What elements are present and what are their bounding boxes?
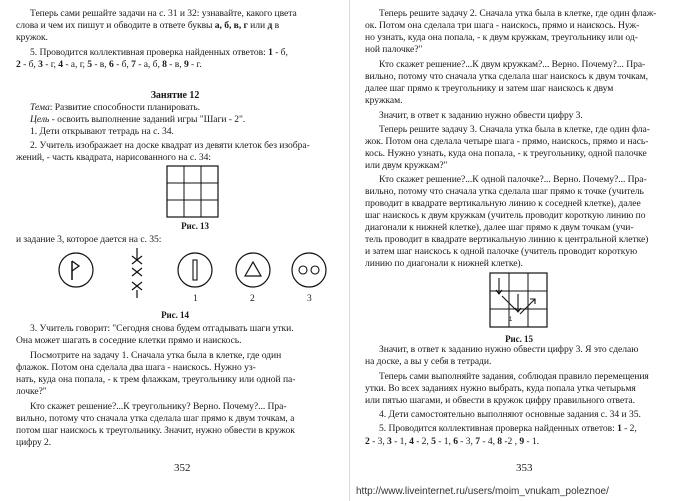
figure-15-caption: Рис. 15: [505, 334, 533, 344]
text-line: нать, куда она попала, - к трем флажкам, треугольнику или одной па-: [16, 374, 296, 385]
text-fragment: слова и чем их пишут и обводите в ответе буквы: [16, 20, 215, 31]
text-line: шаг наискось к двум кружкам (учитель проводит короткую линию по: [365, 210, 646, 221]
text-line: тель проводит в квадрате вертикальную линию к центральной клетке): [365, 234, 649, 245]
text-line: Кто скажет решение?...К одной палочке?... Верно. Почему?... Пра-: [379, 174, 647, 185]
page-number: 353: [516, 462, 533, 474]
answer: 9: [519, 436, 525, 447]
text-line: Кто скажет решение?...К треугольнику? Верно. Почему?... Пра-: [30, 401, 287, 412]
answer: 5: [431, 436, 436, 447]
answer: 4: [58, 59, 63, 70]
right-page: [350, 0, 699, 501]
answer: 6: [109, 59, 114, 70]
answer: 7: [475, 436, 480, 447]
figure-14-caption: Рис. 14: [161, 310, 189, 320]
svg-text:1: 1: [509, 317, 513, 323]
flag-circle-icon: [59, 253, 93, 287]
text-line: жений, - часть квадрата, нарисованного на с. 34:: [16, 152, 211, 163]
goal-label: Цель: [30, 114, 50, 125]
text-fragment: в: [272, 20, 280, 31]
text-fragment: - 2,: [621, 423, 637, 434]
text-line: и затем шаг наискось к одной палочке (учитель проводит короткую: [365, 246, 638, 257]
text-line: и задание 3, которое дается на с. 35:: [16, 234, 162, 245]
text-line: Теперь сами решайте задачи на с. 31 и 32: узнавайте, какого цвета: [30, 8, 297, 19]
text-line: кружок.: [16, 32, 48, 43]
text-line: 1. Дети открывают тетрадь на с. 34.: [30, 126, 174, 137]
text-line: лочке?": [16, 386, 47, 397]
topic-text: : Развитие способности планировать.: [49, 102, 201, 113]
answer: 8: [162, 59, 167, 70]
text-line: Теперь решите задачу 3. Сначала утка была в клетке, где один фла-: [379, 124, 650, 135]
answer-letters: а, б, в, г: [214, 20, 248, 31]
option-label: 3: [307, 293, 312, 304]
figure-14: [55, 244, 345, 304]
figure-13-caption: Рис. 13: [181, 221, 209, 231]
text-line: кружкам.: [365, 95, 403, 106]
text-line: [30, 47, 288, 59]
duck-steps-icon: [132, 248, 142, 298]
stick-circle-icon: [178, 253, 212, 287]
text-line: [16, 20, 279, 32]
text-line: вильно, потому что сначала утка сделала шаг прямо к точке (учитель: [365, 186, 644, 197]
text-line: кось. Нужно узнать, куда она попала, - к треугольнику, одной палочке: [365, 148, 647, 159]
answer: 4: [409, 436, 414, 447]
answer: 2: [16, 59, 21, 70]
topic-line: [30, 102, 200, 114]
text-line: вильно, потому что сначала утка сделала шаг наискось к двум точкам,: [365, 71, 649, 82]
text-line: Она может шагать в соседние клетки прямо и наискось.: [16, 335, 242, 346]
option-label: 1: [193, 293, 198, 304]
figure-15-grid: [489, 272, 549, 330]
text-line: [379, 423, 637, 435]
answer: 8: [497, 436, 503, 447]
text-line: флажок. Потом она сделала два шага - наискось. Нужно уз-: [16, 362, 256, 373]
text-line: Кто скажет решение?...К двум кружкам?... Верно. Почему?... Пра-: [379, 59, 646, 70]
text-line: вильно, потому что сначала утка сделала шаг прямо к двум точкам, а: [16, 413, 295, 424]
text-line: далее шаг прямо к треугольнику и затем шаг наискось к двум: [365, 83, 614, 94]
watermark-url: http://www.liveinternet.ru/users/moim_vnukam_poleznoe/: [356, 486, 609, 497]
text-line: но узнать, куда она попала, - к двум кружкам, треугольнику или од-: [365, 32, 638, 43]
answers-line: 2 - б, 3 - г, 4 - а, г, 5 - в, 6 - б, 7 - а, б, 8 - в, 9 - г.: [16, 59, 202, 70]
answer: 1: [617, 423, 622, 434]
text-line: линию по диагонали к нижней клетке).: [365, 258, 523, 269]
answer: 5: [87, 59, 92, 70]
two-rings-circle-icon: [292, 253, 326, 287]
text-line: утки. Во всех заданиях нужно выбрать, куда попала утка четырьмя: [365, 383, 636, 394]
text-line: цифру 2.: [16, 437, 52, 448]
answer: 9: [183, 59, 189, 70]
triangle-circle-icon: [236, 253, 270, 287]
text-line: потом шаг наискось к треугольнику. Значит, нужно обвести в кружок: [16, 425, 295, 436]
figure-13-grid: [166, 165, 220, 219]
text-line: Значит, в ответ к заданию нужно обвести цифру 3.: [379, 110, 583, 121]
text-line: или пятью шагами, и обвести в кружок цифру правильного ответа.: [365, 395, 635, 406]
answer: 3: [387, 436, 392, 447]
text-line: Теперь решите задачу 2. Сначала утка была в клетке, где один флаж-: [379, 8, 657, 19]
goal-line: [30, 114, 245, 126]
text-line: 2. Учитель изображает на доске квадрат из девяти клеток без изобра-: [30, 140, 310, 151]
text-line: ной палочке?": [365, 44, 423, 55]
answer: 3: [38, 59, 43, 70]
text-line: диагонали к нижней клетке), далее шаг прямо к двум точкам (учи-: [365, 222, 634, 233]
text-line: Теперь сами выполняйте задания, соблюдая правило перемещения: [379, 371, 649, 382]
text-line: проводит в квадрате вертикальную линию к соседней клетке), далее: [365, 198, 641, 209]
text-line: 4. Дети самостоятельно выполняют основные задания с. 34 и 35.: [379, 409, 641, 420]
text-line: на доске, а вы у себя в тетради.: [365, 356, 492, 367]
answer: 7: [131, 59, 136, 70]
answer: 6: [453, 436, 458, 447]
text-line: Посмотрите на задачу 1. Сначала утка была в клетке, где один: [30, 350, 282, 361]
answer-letter: д: [267, 20, 273, 31]
answer: 2: [365, 436, 370, 447]
answers-line: 2 - 3, 3 - 1, 4 - 2, 5 - 1, 6 - 3, 7 - 4, 8 -2 , 9 - 1.: [365, 436, 540, 447]
lesson-heading: Занятие 12: [150, 90, 200, 101]
text-line: Значит, в ответ к заданию нужно обвести цифру 3. Я это сделаю: [379, 344, 639, 355]
text-fragment: или: [247, 20, 268, 31]
option-label: 2: [250, 293, 255, 304]
page-number: 352: [174, 462, 191, 474]
text-fragment: - б,: [272, 47, 288, 58]
text-line: жок. Потом она сделала четыре шага - прямо, наискось, прямо и нась-: [365, 136, 649, 147]
topic-label: Тема: [30, 102, 50, 113]
text-fragment: 5. Проводится коллективная проверка найденных ответов:: [379, 423, 618, 434]
text-line: или двум кружкам?": [365, 160, 448, 171]
answer: 1: [268, 47, 273, 58]
text-line: 3. Учитель говорит: "Сегодня снова будем отгадывать шаги утки.: [30, 323, 294, 334]
goal-text: - освоить выполнение заданий игры "Шаги - 2".: [49, 114, 246, 125]
text-fragment: 5. Проводится коллективная проверка найденных ответов:: [30, 47, 269, 58]
text-line: ок. Потом она сделала три шага - наискось, прямо и наискось. Нуж-: [365, 20, 640, 31]
